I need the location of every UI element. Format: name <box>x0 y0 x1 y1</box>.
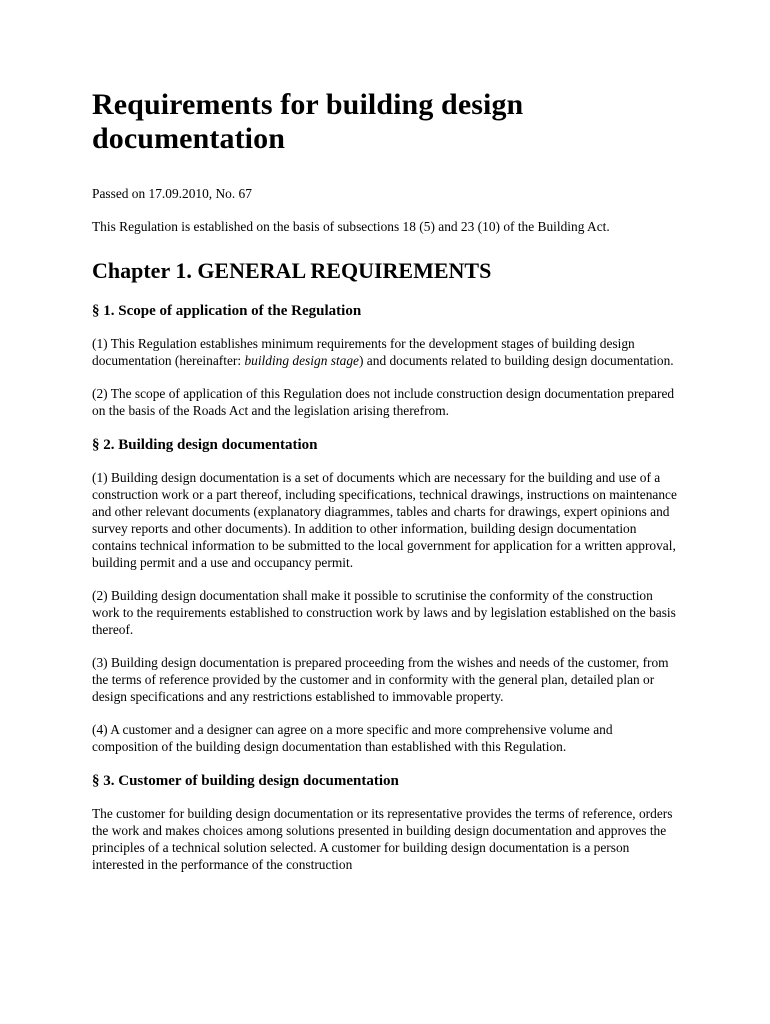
passed-date: Passed on 17.09.2010, No. 67 <box>92 186 252 201</box>
chapter-1-heading: Chapter 1. GENERAL REQUIREMENTS <box>92 258 492 283</box>
section-2-paragraph-3: (3) Building design documentation is prepared proceeding from the wishes and needs of the customer, from the terms of reference provided by the customer and in conformity with the general plan, detailed plan or design specifications and any restrictions established to immovable property. <box>92 655 669 704</box>
section-1-paragraph-2: (2) The scope of application of this Regulation does not include construction design documentation prepared on the basis of the Roads Act and the legislation arising therefrom. <box>92 386 675 418</box>
section-1-paragraph-1 <box>92 335 682 369</box>
document-title: Requirements for building design documentation <box>92 88 524 155</box>
section-3-heading: § 3. Customer of building design documentation <box>92 773 399 789</box>
section-1-paragraph-1-start: (1) This Regulation establishes minimum requirements for the development stages of building design documentation (hereinafter: <box>92 336 635 368</box>
section-2-heading: § 2. Building design documentation <box>92 437 318 453</box>
section-1-heading: § 1. Scope of application of the Regulation <box>92 303 362 319</box>
document-page <box>92 88 682 889</box>
section-3-paragraph-1: The customer for building design documentation or its representative provides the terms of reference, orders the work and makes choices among solutions presented in building design documentation and approves the principles of a technical solution selected. A customer for building design documentation is a person interested in the performance of the construction <box>92 806 673 872</box>
section-2-paragraph-1: (1) Building design documentation is a set of documents which are necessary for the building and use of a construction work or a part thereof, including specifications, technical drawings, instructions on maintenance and other relevant documents (explanatory diagrammes, tables and charts for drawings, expert opinions and survey reports and other documents). In addition to other information, building design documentation contains technical information to be submitted to the local government for application for a written approval, building permit and a use and occupancy permit. <box>92 470 677 570</box>
legal-basis: This Regulation is established on the basis of subsections 18 (5) and 23 (10) of the Building Act. <box>92 219 610 234</box>
section-1-paragraph-1-end: ) and documents related to building design documentation. <box>359 353 674 368</box>
section-2-paragraph-2: (2) Building design documentation shall make it possible to scrutinise the conformity of the construction work to the requirements established to construction work by laws and by legislation established on the basis thereof. <box>92 588 676 637</box>
section-2-paragraph-4: (4) A customer and a designer can agree on a more specific and more comprehensive volume and composition of the building design documentation than established with this Regulation. <box>92 722 613 754</box>
defined-term: building design stage <box>244 353 359 368</box>
